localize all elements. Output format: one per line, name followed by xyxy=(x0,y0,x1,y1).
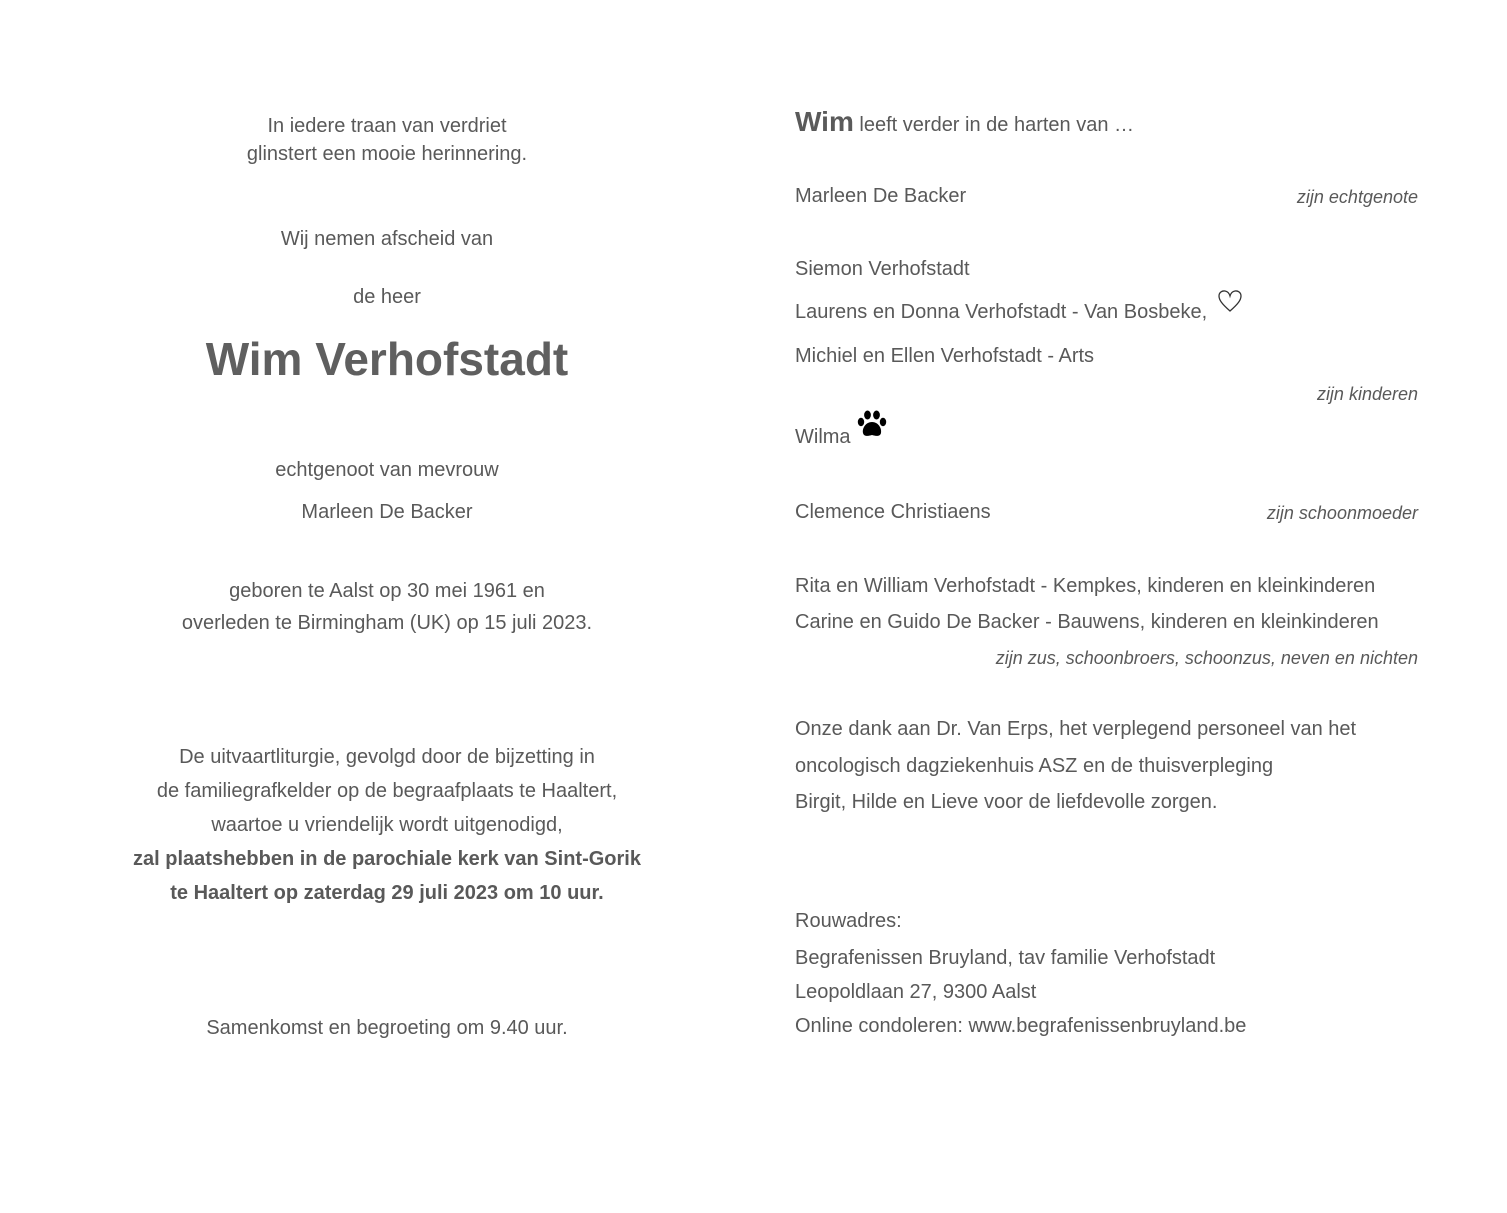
deceased-name: Wim Verhofstadt xyxy=(205,333,569,385)
sibling-entry-2: Carine en Guido De Backer - Bauwens, kinderen en kleinkinderen xyxy=(795,611,1379,633)
spouse-role: zijn echtgenote xyxy=(1296,187,1418,207)
quote-line-2: glinstert een mooie herinnering. xyxy=(246,143,528,165)
death-line: overleden te Birmingham (UK) op 15 juli 2023. xyxy=(181,612,593,634)
address-label: Rouwadres: xyxy=(795,910,902,932)
farewell-text: Wij nemen afscheid van xyxy=(280,228,494,250)
title-prefix: de heer xyxy=(353,286,421,308)
paw-icon xyxy=(856,409,888,445)
quote-line-1: In iedere traan van verdriet xyxy=(267,115,507,137)
address-line-1: Begrafenissen Bruyland, tav familie Verhofstadt xyxy=(795,947,1216,969)
children-role: zijn kinderen xyxy=(1316,384,1418,404)
thanks-line-2: oncologisch dagziekenhuis ASZ en de thuisverpleging xyxy=(795,755,1274,777)
funeral-line-5: te Haaltert op zaterdag 29 juli 2023 om 10 uur. xyxy=(170,882,604,904)
funeral-line-2: de familiegrafkelder op de begraafplaats te Haaltert, xyxy=(156,780,618,802)
gathering-text: Samenkomst en begroeting om 9.40 uur. xyxy=(206,1017,568,1039)
child-entry-2-text: Laurens en Donna Verhofstadt - Van Bosbeke, xyxy=(795,301,1208,323)
sibling-entry-1: Rita en William Verhofstadt - Kempkes, kinderen en kleinkinderen xyxy=(795,575,1376,597)
heart-icon xyxy=(1217,288,1243,320)
mourners-heading xyxy=(795,104,1134,143)
heading-name: Wim xyxy=(795,106,854,137)
child-entry-3: Michiel en Ellen Verhofstadt - Arts xyxy=(795,345,1095,367)
child-entry-1: Siemon Verhofstadt xyxy=(795,258,970,280)
address-line-3: Online condoleren: www.begrafenissenbruyland.be xyxy=(795,1015,1247,1037)
mother-in-law-entry: Clemence Christiaens xyxy=(795,501,991,523)
mother-in-law-role: zijn schoonmoeder xyxy=(1266,503,1418,523)
funeral-line-3: waartoe u vriendelijk wordt uitgenodigd, xyxy=(211,814,563,836)
spouse-intro: echtgenoot van mevrouw xyxy=(275,459,499,481)
pet-entry xyxy=(795,425,888,449)
funeral-line-4: zal plaatshebben in de parochiale kerk van Sint-Gorik xyxy=(133,848,641,870)
thanks-line-1: Onze dank aan Dr. Van Erps, het verplegend personeel van het xyxy=(795,718,1357,740)
child-entry-2 xyxy=(795,300,1243,324)
address-line-2: Leopoldlaan 27, 9300 Aalst xyxy=(795,981,1037,1003)
birth-line: geboren te Aalst op 30 mei 1961 en xyxy=(229,580,545,602)
spouse-entry: Marleen De Backer xyxy=(795,185,967,207)
funeral-line-1: De uitvaartliturgie, gevolgd door de bijzetting in xyxy=(179,746,595,768)
thanks-line-3: Birgit, Hilde en Lieve voor de liefdevolle zorgen. xyxy=(795,791,1218,813)
heading-rest: leeft verder in de harten van … xyxy=(859,114,1135,136)
pet-name: Wilma xyxy=(795,426,851,448)
spouse-name: Marleen De Backer xyxy=(301,501,473,523)
siblings-role: zijn zus, schoonbroers, schoonzus, neven en nichten xyxy=(995,648,1418,668)
